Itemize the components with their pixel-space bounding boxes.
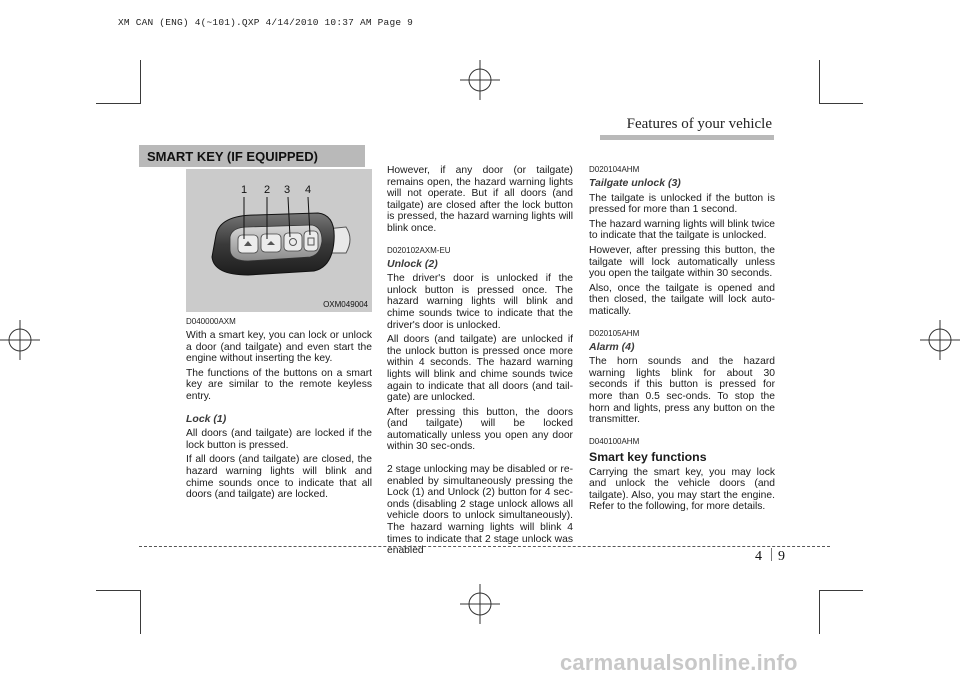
crop-mark — [96, 103, 140, 104]
section-title: SMART KEY (IF EQUIPPED) — [147, 149, 318, 164]
paragraph: The tailgate is unlocked if the button is pressed for more than 1 second. — [589, 192, 775, 216]
callout-4: 4 — [305, 184, 312, 196]
paragraph: With a smart key, you can lock or unlock a door (and tailgate) and even start the engine without inserting the key. — [186, 330, 372, 365]
column-1 — [186, 317, 372, 504]
paragraph: However, if any door (or tailgate) remains open, the hazard warning lights will not operate. But if all doors (and tailgate) are closed after the lock button is pressed, the hazard warning lights will blink once. — [387, 165, 573, 234]
chapter-number: 4 — [755, 549, 762, 564]
section-code: D020105AHM — [589, 328, 640, 338]
paragraph: The horn sounds and the hazard warning lights blink for about 30 seconds if this button is pressed for more than 0.5 sec-onds. To stop the horn and lights, press any button on the transmitter. — [589, 356, 775, 426]
paragraph: All doors (and tailgate) are unlocked if the unlock button is pressed once more within 4 seconds. The hazard warning lights will blink and chime sounds twice again to indicate that all doors (and tail-gate) are unlocked. — [387, 334, 573, 404]
heading-smart-key-functions: Smart key functions — [589, 449, 707, 464]
callout-2: 2 — [264, 184, 271, 196]
section-code: D040100AHM — [589, 436, 640, 446]
crop-mark — [96, 590, 140, 591]
paragraph: After pressing this button, the doors (and tailgate) will be locked automatically unless you open any door within 30 sec-onds. — [387, 406, 573, 453]
paragraph: The driver's door is unlocked if the unlock button is pressed once. The hazard warning lights will blink and chime sounds twice to indicate that the driver's door is unlocked. — [387, 273, 573, 331]
watermark: carmanualsonline.info — [560, 650, 798, 675]
smart-key-figure — [186, 169, 372, 312]
column-3 — [589, 165, 775, 516]
callout-1: 1 — [241, 184, 248, 196]
registration-mark-icon — [460, 60, 500, 100]
registration-mark-icon — [460, 584, 500, 624]
paragraph: The functions of the buttons on a smart key are similar to the remote keyless entry. — [186, 367, 372, 402]
subheading-tailgate: Tailgate unlock (3) — [589, 177, 681, 189]
section-code: D020102AXM-EU — [387, 245, 451, 255]
footer-rule — [139, 546, 830, 547]
crop-mark — [819, 103, 863, 104]
section-banner — [139, 145, 365, 167]
paragraph: All doors (and tailgate) are locked if the lock button is pressed. — [186, 428, 372, 451]
crop-mark — [819, 590, 863, 591]
page-in-chapter: 9 — [778, 549, 785, 564]
crop-mark — [819, 590, 820, 634]
registration-mark-icon — [0, 320, 40, 360]
print-slug: XM CAN (ENG) 4(~101).QXP 4/14/2010 10:37 AM Page 9 — [118, 17, 414, 28]
subheading-lock: Lock (1) — [186, 412, 227, 425]
paragraph: Also, once the tailgate is opened and then closed, the tailgate will lock auto-matically. — [589, 282, 775, 317]
paragraph: The hazard warning lights will blink twice to indicate that the tailgate is unlocked. — [589, 218, 775, 242]
callout-3: 3 — [284, 184, 291, 196]
registration-mark-icon — [920, 320, 960, 360]
crop-mark — [140, 60, 141, 104]
subheading-alarm: Alarm (4) — [589, 340, 635, 353]
running-header: Features of your vehicle — [626, 116, 772, 132]
crop-mark — [140, 590, 141, 634]
page-number — [755, 548, 785, 565]
paragraph: Carrying the smart key, you may lock and unlock the vehicle doors (and tailgate). Also, you may start the engine. Refer to the following, for more details. — [589, 466, 775, 513]
paragraph: 2 stage unlocking may be disabled or re-enabled by simultaneously pressing the Lock (1) and Unlock (2) button for 4 sec-onds (disabling 2 stage unlock allows all vehicle doors to unlock simultaneously). The hazard warning lights will blink 4 times to indicate that 2 stage unlock was enabled — [387, 464, 573, 557]
paragraph: However, after pressing this button, the tailgate will lock automatically unless you open the tailgate within 30 seconds. — [589, 244, 775, 280]
section-code: D040000AXM — [186, 317, 236, 326]
smart-key-illustration — [186, 169, 372, 312]
paragraph: If all doors (and tailgate) are closed, the hazard warning lights will blink and chime sounds once to indicate that all doors (and tailgate) are locked. — [186, 454, 372, 501]
section-code: D020104AHM — [589, 165, 640, 174]
header-rule — [600, 135, 774, 140]
crop-mark — [819, 60, 820, 104]
subheading-unlock: Unlock (2) — [387, 257, 438, 270]
column-2 — [387, 165, 573, 560]
figure-code: OXM049004 — [323, 300, 368, 309]
page-number-divider — [771, 548, 772, 561]
